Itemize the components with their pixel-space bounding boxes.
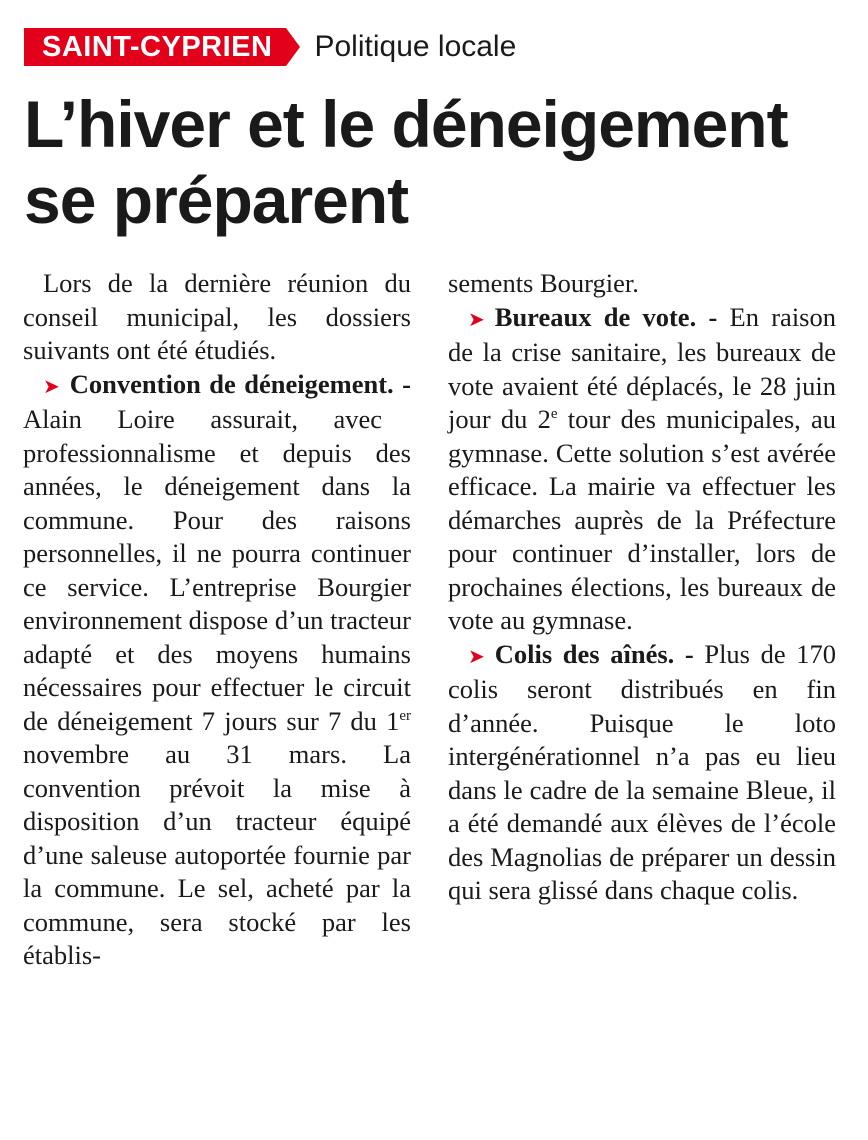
section-deneigement <box>23 368 411 973</box>
section-title: Convention de déneigement. - <box>69 368 411 399</box>
section-bureaux <box>448 301 836 638</box>
column-right <box>448 267 836 908</box>
column-left <box>23 267 411 973</box>
arrow-bullet-icon: ➤ <box>43 373 60 398</box>
superscript: er <box>399 707 411 724</box>
article-header <box>24 27 516 67</box>
section-text: En raison de la crise sanitaire, les bureaux de vote avaient été déplacés, le 28 juin jour du 2 <box>448 301 836 434</box>
section-title: Bureaux de vote. - <box>494 301 718 332</box>
headline-line-2: se préparent <box>24 163 409 237</box>
continued-text: sements Bourgier. <box>448 268 639 298</box>
section-text: novembre au 31 mars. La convention prévoit la mise à disposition d’un tracteur équipé d’une saleuse autoportée fournie par la commune. Le sel, acheté par la commune, sera stocké par les établis- <box>23 739 411 970</box>
arrow-bullet-icon: ➤ <box>468 643 485 668</box>
arrow-bullet-icon: ➤ <box>468 306 485 331</box>
headline <box>24 86 854 238</box>
section-title: Colis des aînés. - <box>494 638 694 669</box>
section-text: tour des municipales, au gymnase. Cette solution s’est avérée efficace. La mairie va effectuer les démarches auprès de la Préfecture pour continuer d’installer, lors de prochaines élections, les bureaux de vote au gymnase. <box>448 404 837 635</box>
rubric-label: Politique locale <box>314 30 517 63</box>
locality-tag: SAINT-CYPRIEN <box>24 28 286 66</box>
superscript: e <box>550 406 558 422</box>
section-colis <box>448 638 836 908</box>
headline-line-1: L’hiver et le déneigement <box>24 87 788 161</box>
section-text: Alain Loire assurait, avec professionnalisme et depuis des années, le déneigement dans la commune. Pour des raisons personnelles, il ne pourra continuer ce service. L’entreprise Bourgier environnement dispose d’un tracteur adapté et des moyens humains nécessaires pour effectuer le circuit de déneigement 7 jours sur 7 du 1 <box>23 404 411 736</box>
intro-paragraph: Lors de la dernière réunion du conseil municipal, les dossiers suivants ont été étudiés. <box>23 268 411 365</box>
section-text: Plus de 170 colis seront distribués en fin d’année. Puisque le loto intergénérationnel n’a pas eu lieu dans le cadre de la semaine Bleue, il a été demandé aux élèves de l’école des Magnolias de préparer un dessin qui sera glissé dans chaque colis. <box>448 638 836 905</box>
